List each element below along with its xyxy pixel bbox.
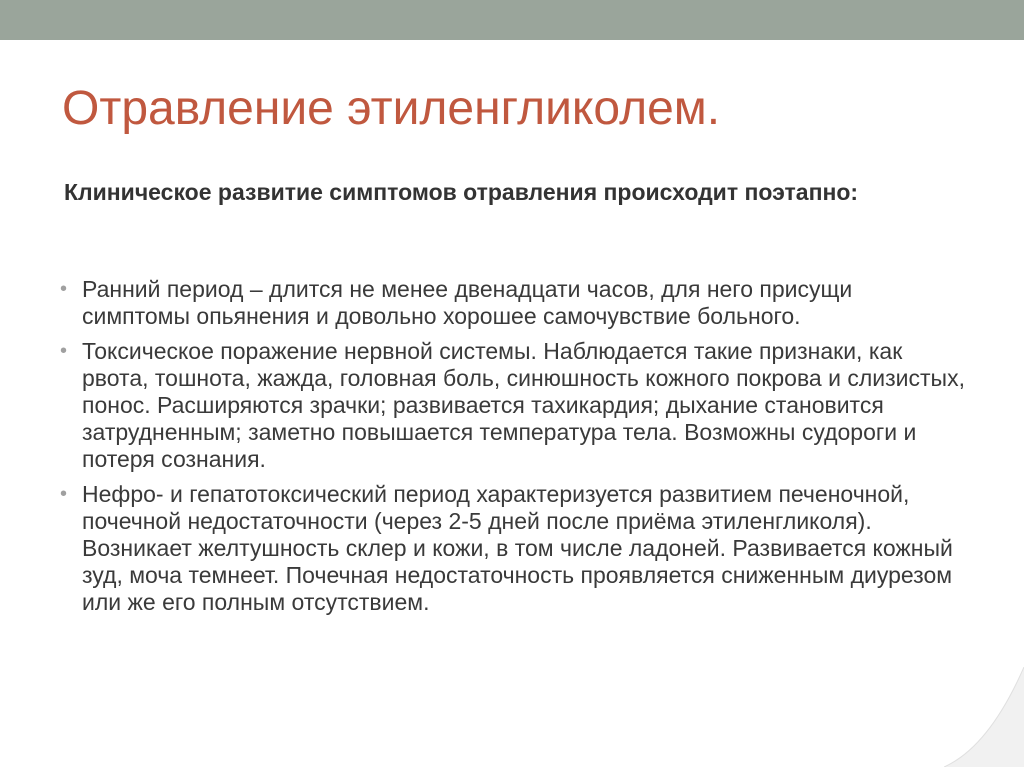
bullet-text: Нефро- и гепатотоксический период характеризуется развитием печеночной, почечной недостаточности (через 2-5 дней после приёма этиленгликоля). Возникает желтушность склер и кожи, в том числе ладоней. Развивается кожный зуд, моча темнеет. Почечная недостаточность проявляется сниженным диурезом или же его полным отсутствием. [82, 481, 953, 615]
top-bar [0, 0, 1024, 40]
page-curl-icon [944, 667, 1024, 767]
bullet-item [60, 276, 965, 330]
bullet-dot-icon: • [60, 340, 68, 362]
bullet-text: Токсическое поражение нервной системы. Наблюдается такие признаки, как рвота, тошнота, жажда, головная боль, синюшность кожного покрова и слизистых, понос. Расширяются зрачки; развивается тахикардия; дыхание становится затрудненным; заметно повышается температура тела. Возможны судороги и потеря сознания. [82, 338, 965, 472]
bullet-item [60, 481, 965, 616]
bullet-dot-icon: • [60, 278, 68, 300]
bullet-list [60, 276, 965, 624]
bullet-dot-icon: • [60, 483, 68, 505]
bullet-text: Ранний период – длится не менее двенадцати часов, для него присущи симптомы опьянения и довольно хорошее самочувствие больного. [82, 276, 853, 329]
slide-lead: Клиническое развитие симптомов отравления происходит поэтапно: [64, 179, 859, 205]
bullet-item [60, 338, 965, 473]
slide-title: Отравление этиленгликолем. [62, 82, 721, 135]
